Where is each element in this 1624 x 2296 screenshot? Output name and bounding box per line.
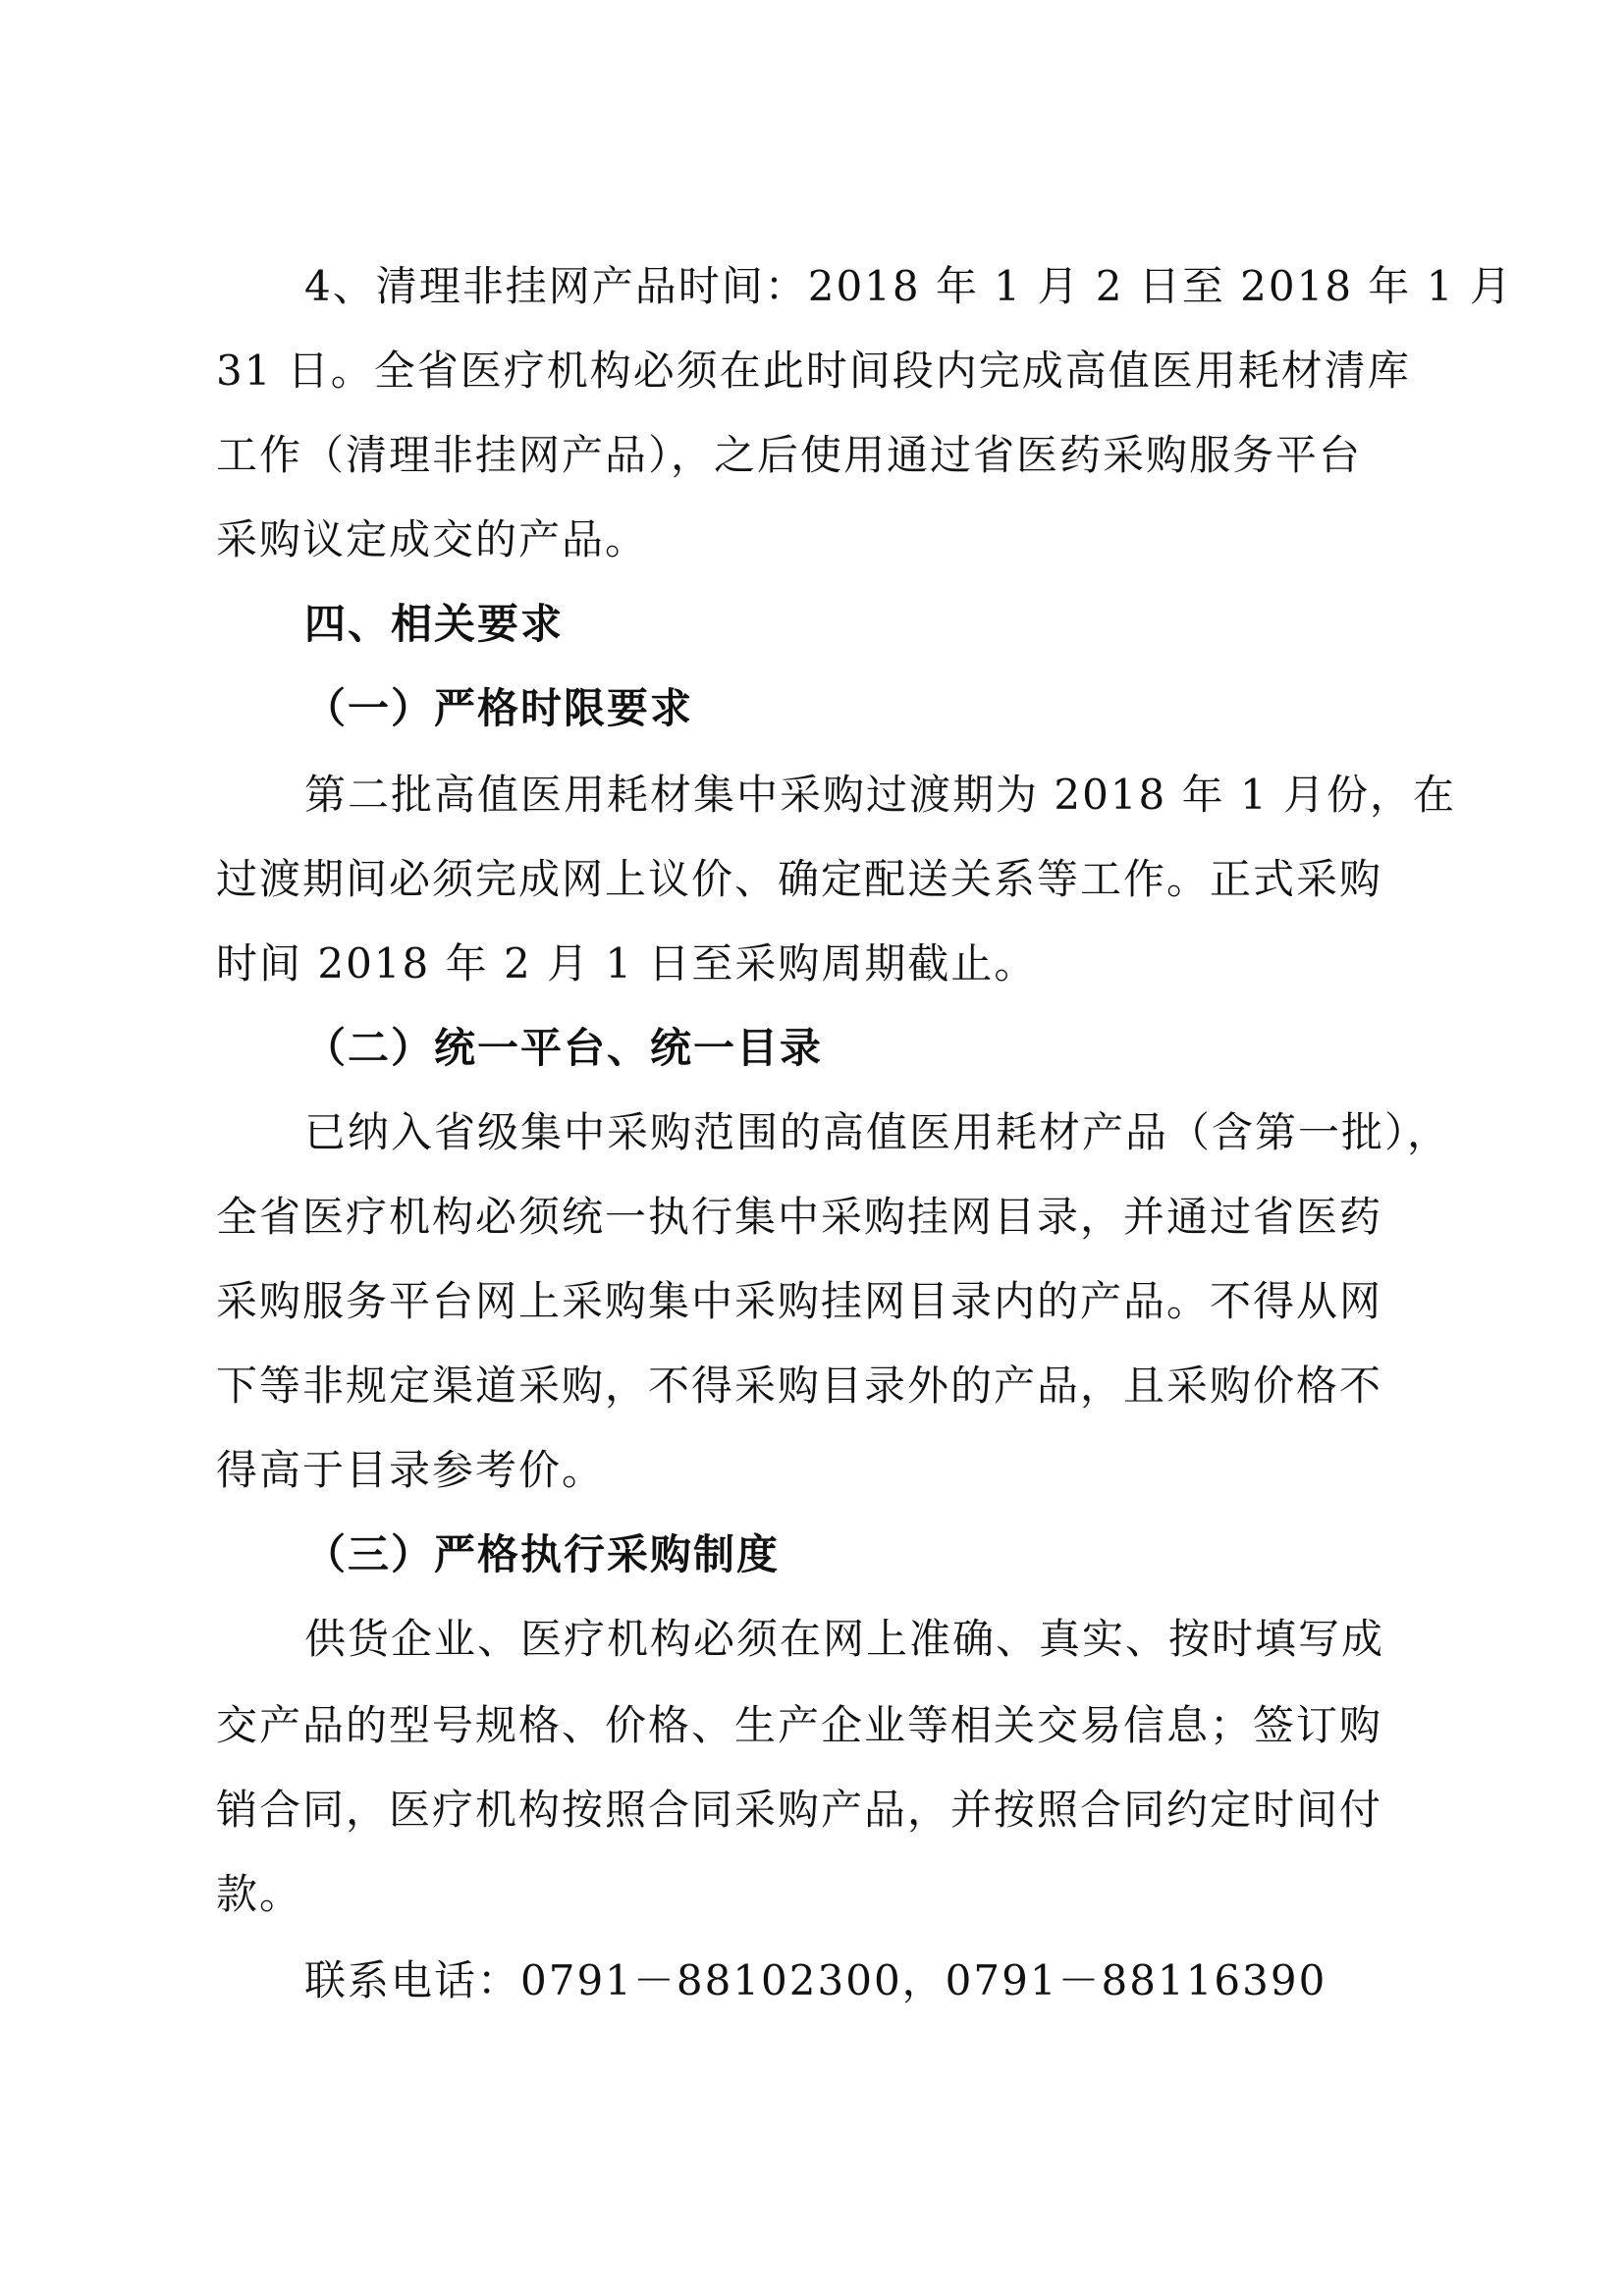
sub-2-line-1: 已纳入省级集中采购范围的高值医用耗材产品（含第一批）， xyxy=(304,1108,1451,1156)
section-4-title: 四、相关要求 xyxy=(304,600,565,648)
para-4-line-1: 4、清理非挂网产品时间：2018 年 1 月 2 日至 2018 年 1 月 xyxy=(304,262,1513,310)
para-4-line-3: 工作（清理非挂网产品），之后使用通过省医药采购服务平台 xyxy=(216,431,1363,479)
sub-2-line-2: 全省医疗机构必须统一执行集中采购挂网目录，并通过省医药 xyxy=(216,1193,1383,1241)
sub-1-title: （一）严格时限要求 xyxy=(304,684,694,732)
contact-phone: 联系电话：0791－88102300，0791－88116390 xyxy=(304,1956,1327,2004)
sub-3-line-2: 交产品的型号规格、价格、生产企业等相关交易信息；签订购 xyxy=(216,1701,1383,1749)
sub-3-line-1: 供货企业、医疗机构必须在网上准确、真实、按时填写成 xyxy=(304,1615,1385,1663)
para-4-line-2: 31 日。全省医疗机构必须在此时间段内完成高值医用耗材清库 xyxy=(216,347,1411,395)
sub-3-line-4: 款。 xyxy=(216,1870,303,1918)
sub-1-line-1: 第二批高值医用耗材集中采购过渡期为 2018 年 1 月份，在 xyxy=(304,771,1457,819)
para-4-line-4: 采购议定成交的产品。 xyxy=(216,515,649,563)
sub-2-line-4: 下等非规定渠道采购，不得采购目录外的产品，且采购价格不 xyxy=(216,1362,1383,1410)
sub-2-title: （二）统一平台、统一目录 xyxy=(304,1024,824,1072)
sub-1-line-2: 过渡期间必须完成网上议价、确定配送关系等工作。正式采购 xyxy=(216,855,1383,903)
sub-3-line-3: 销合同，医疗机构按照合同采购产品，并按照合同约定时间付 xyxy=(216,1786,1383,1834)
sub-3-title: （三）严格执行采购制度 xyxy=(304,1530,781,1578)
sub-2-line-3: 采购服务平台网上采购集中采购挂网目录内的产品。不得从网 xyxy=(216,1277,1383,1325)
sub-2-line-5: 得高于目录参考价。 xyxy=(216,1446,606,1494)
sub-1-line-3: 时间 2018 年 2 月 1 日至采购周期截止。 xyxy=(216,939,1038,988)
